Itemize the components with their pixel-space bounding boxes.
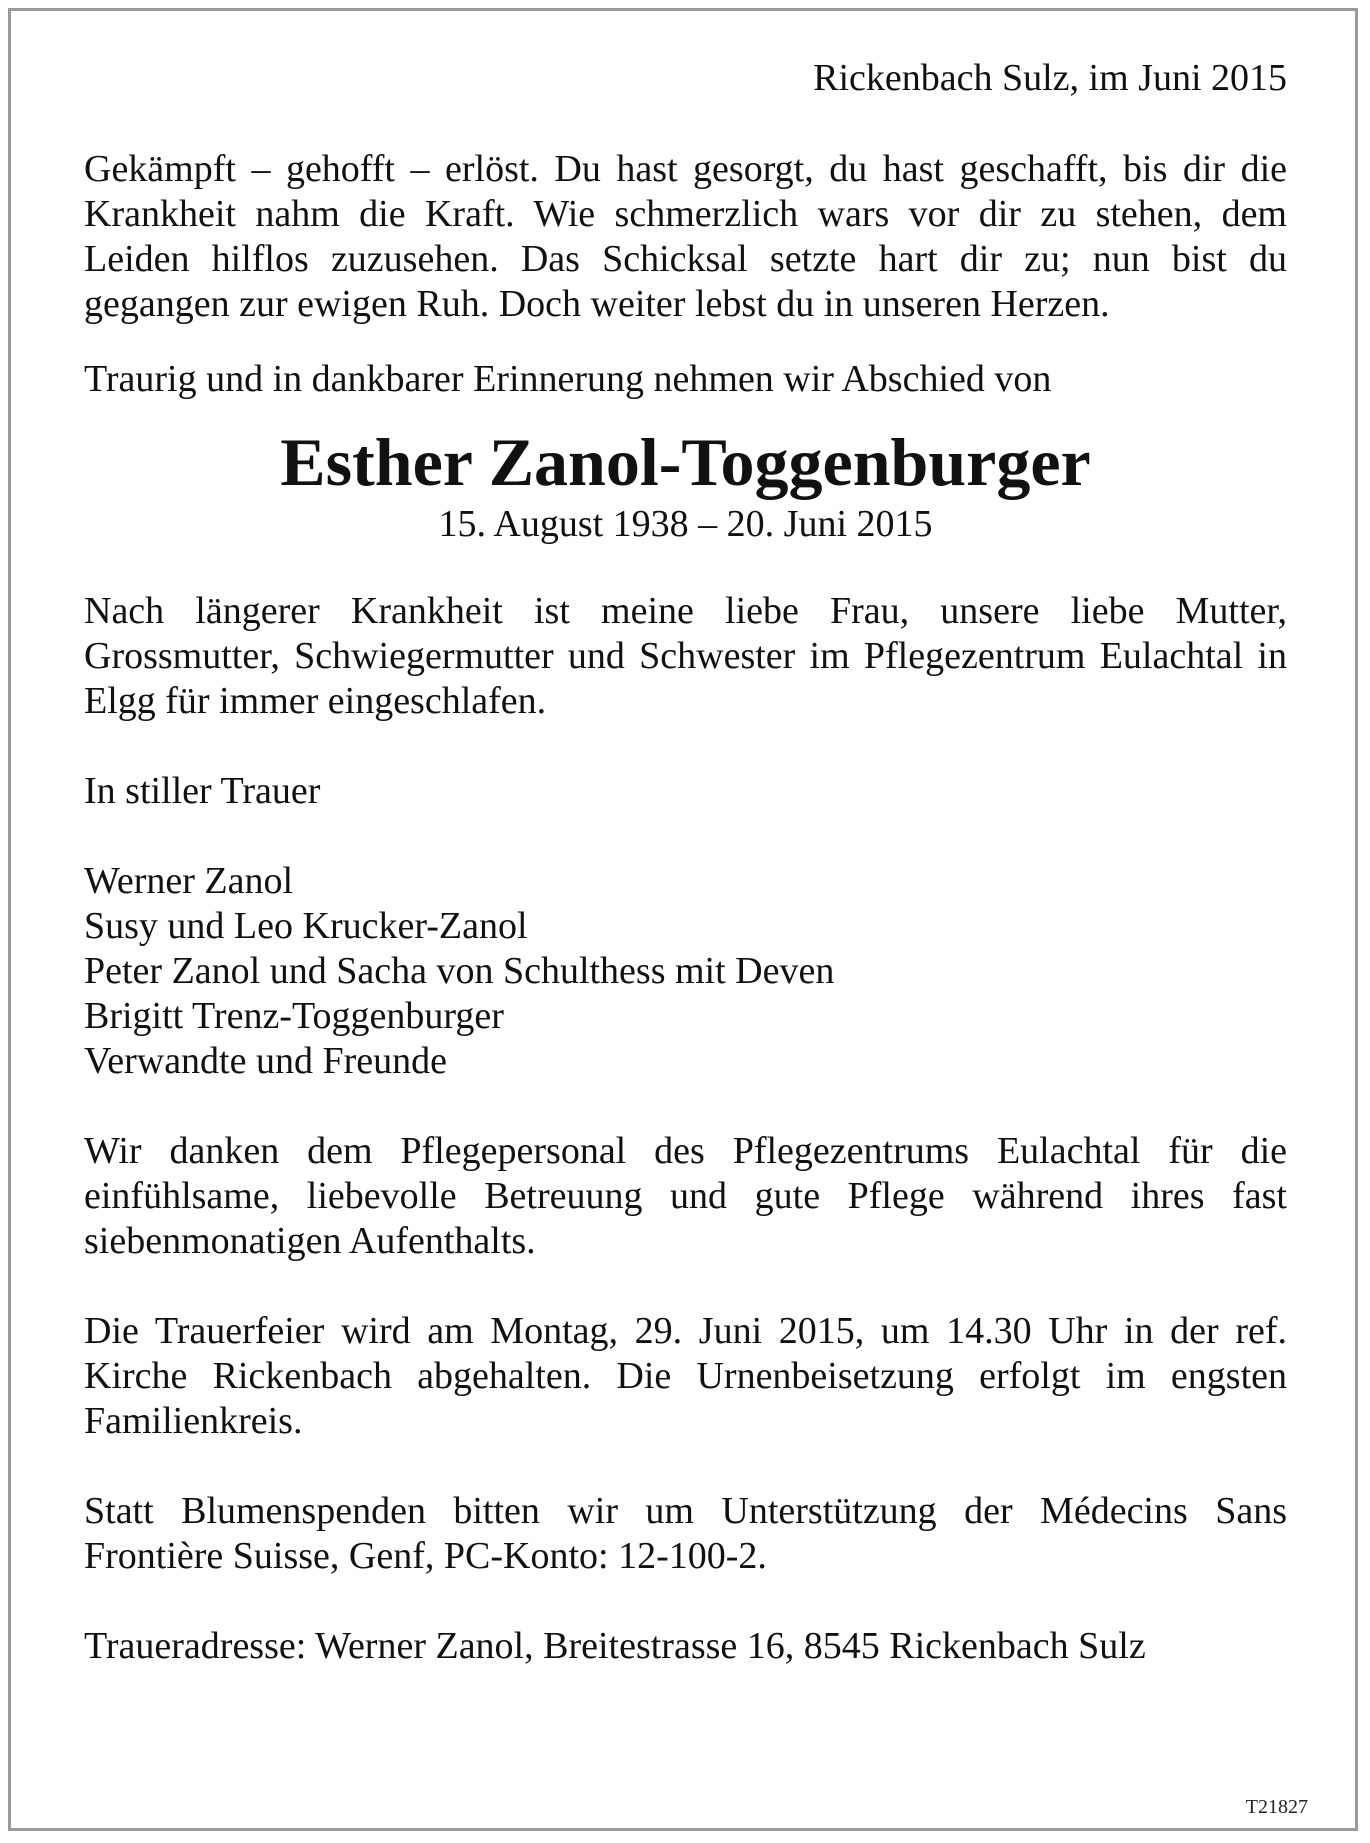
signer-item: Verwandte und Freunde — [84, 1040, 448, 1082]
life-dates: 15. August 1938 – 20. Juni 2015 — [438, 503, 933, 545]
signer-item: Susy und Leo Krucker-Zanol — [84, 905, 528, 947]
obituary-content — [84, 56, 1287, 1669]
death-notice: Nach längerer Krankheit ist meine liebe Frau, unsere liebe Mutter, Grossmutter, Schwiegermutter und Schwester im Pflegezentrum Eulachtal in Elgg für immer eingeschlafen. — [84, 590, 1287, 722]
signer-item: Werner Zanol — [84, 860, 293, 902]
intro-text: Traurig und in dankbarer Erinnerung nehmen wir Abschied von — [84, 358, 1052, 400]
poem-text: Gekämpft – gehofft – erlöst. Du hast gesorgt, du hast geschafft, bis dir die Krankheit nahm die Kraft. Wie schmerzlich wars vor dir zu stehen, dem Leiden hilflos zuzusehen. Das Schicksal setzte hart dir zu; nun bist du gegangen zur ewigen Ruh. Doch weiter lebst du in unseren Herzen. — [84, 148, 1287, 325]
place-date: Rickenbach Sulz, im Juni 2015 — [813, 57, 1287, 99]
funeral-info: Die Trauerfeier wird am Montag, 29. Juni 2015, um 14.30 Uhr in der ref. Kirche Rickenbach abgehalten. Die Urnenbeisetzung erfolgt im engsten Familienkreis. — [84, 1310, 1287, 1442]
signer-item: Brigitt Trenz-Toggenburger — [84, 995, 504, 1037]
donation-info: Statt Blumenspenden bitten wir um Unterstützung der Médecins Sans Frontière Suisse, Genf, PC-Konto: 12-100-2. — [84, 1490, 1287, 1577]
signer-item: Peter Zanol und Sacha von Schulthess mit Deven — [84, 950, 835, 992]
signers-list — [84, 859, 1287, 1084]
mourning-address: Traueradresse: Werner Zanol, Breitestrasse 16, 8545 Rickenbach Sulz — [84, 1625, 1146, 1667]
thanks-text: Wir danken dem Pflegepersonal des Pflegezentrums Eulachtal für die einfühlsame, liebevolle Betreuung und gute Pflege während ihres fast siebenmonatigen Aufenthalts. — [84, 1130, 1287, 1262]
deceased-name: Esther Zanol-Toggenburger — [280, 424, 1091, 500]
reference-code: T21827 — [1245, 1796, 1308, 1818]
mourning-line: In stiller Trauer — [84, 770, 321, 812]
